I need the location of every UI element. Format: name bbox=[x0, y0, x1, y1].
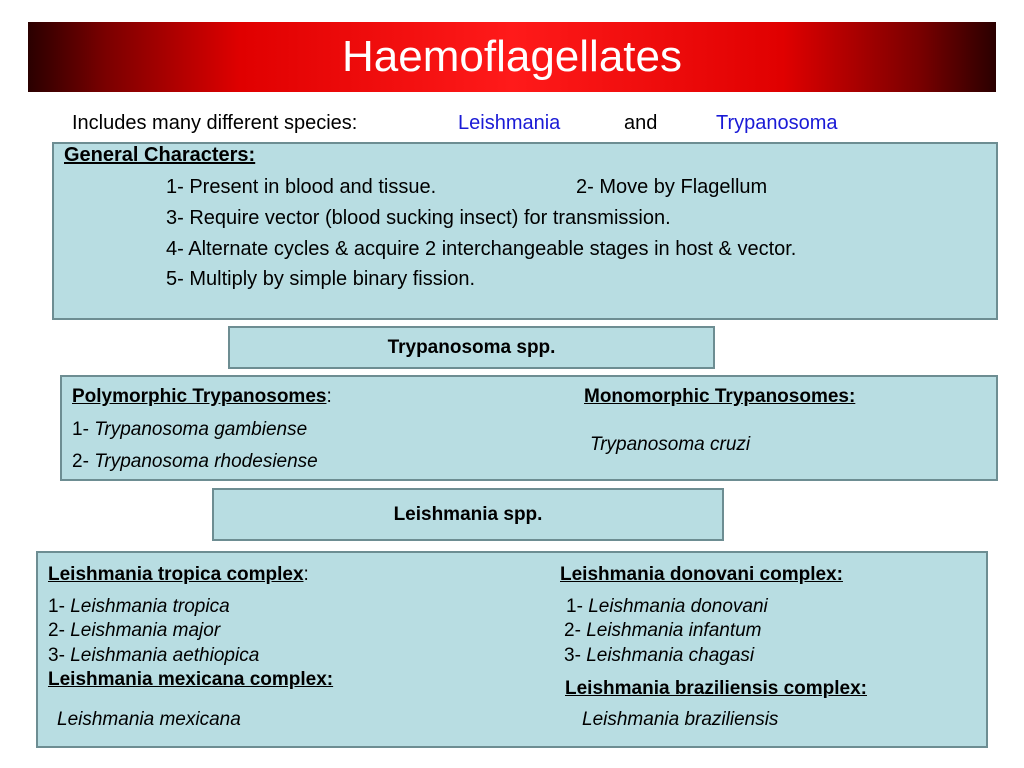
braziliensis-complex-heading: Leishmania braziliensis complex: bbox=[565, 678, 867, 699]
title-banner bbox=[28, 22, 996, 92]
mexicana-item: Leishmania mexicana bbox=[57, 709, 241, 730]
polymorphic-item-1: 1- Trypanosoma gambiense bbox=[72, 419, 308, 440]
general-item-1: 1- Present in blood and tissue. bbox=[166, 176, 437, 198]
polymorphic-heading: Polymorphic Trypanosomes: bbox=[72, 386, 332, 407]
intro-species-trypanosoma: Trypanosoma bbox=[716, 112, 838, 134]
polymorphic-item-2: 2- Trypanosoma rhodesiense bbox=[72, 451, 318, 472]
leishmania-header-label: Leishmania spp. bbox=[393, 503, 543, 525]
tropica-item-1: 1- Leishmania tropica bbox=[48, 596, 230, 617]
general-item-4: 4- Alternate cycles & acquire 2 interchangeable stages in host & vector. bbox=[166, 238, 797, 260]
tropica-item-3: 3- Leishmania aethiopica bbox=[48, 645, 260, 666]
donovani-item-2: 2- Leishmania infantum bbox=[564, 620, 762, 641]
trypanosoma-header-label: Trypanosoma spp. bbox=[387, 336, 556, 358]
tropica-complex-heading: Leishmania tropica complex: bbox=[48, 564, 309, 585]
intro-conjunction: and bbox=[624, 112, 658, 134]
general-item-3: 3- Require vector (blood sucking insect) for transmission. bbox=[166, 207, 671, 229]
general-characters-box bbox=[52, 142, 998, 320]
tropica-item-2: 2- Leishmania major bbox=[48, 620, 221, 641]
monomorphic-item: Trypanosoma cruzi bbox=[590, 434, 751, 455]
page-title: Haemoflagellates bbox=[342, 32, 682, 81]
general-characters-heading: General Characters: bbox=[64, 144, 256, 166]
general-item-2: 2- Move by Flagellum bbox=[576, 176, 768, 198]
trypanosoma-header bbox=[228, 326, 715, 369]
donovani-complex-heading: Leishmania donovani complex: bbox=[560, 564, 843, 585]
general-item-5: 5- Multiply by simple binary fission. bbox=[166, 268, 475, 290]
intro-text: Includes many different species: bbox=[72, 112, 358, 134]
braziliensis-item: Leishmania braziliensis bbox=[582, 709, 779, 730]
intro-species-leishmania: Leishmania bbox=[458, 112, 561, 134]
monomorphic-heading: Monomorphic Trypanosomes: bbox=[584, 386, 856, 407]
donovani-item-3: 3- Leishmania chagasi bbox=[564, 645, 755, 666]
donovani-item-1: 1- Leishmania donovani bbox=[566, 596, 768, 617]
leishmania-header bbox=[212, 488, 724, 541]
mexicana-complex-heading: Leishmania mexicana complex: bbox=[48, 669, 334, 690]
